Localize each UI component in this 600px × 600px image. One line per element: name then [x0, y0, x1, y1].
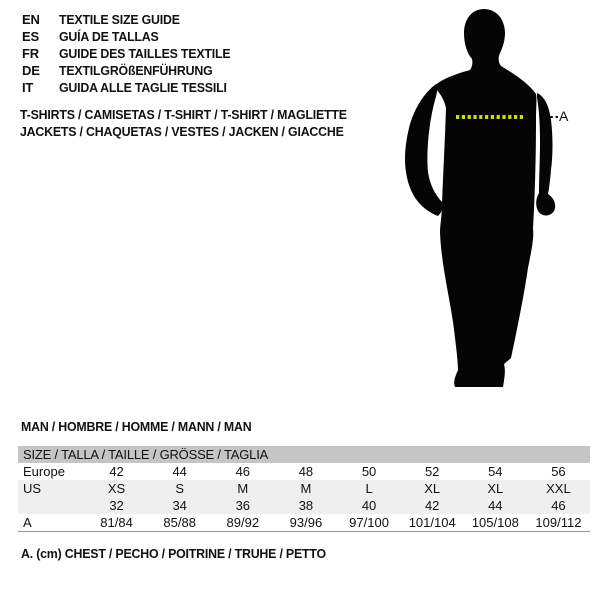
language-code: IT	[22, 80, 34, 95]
language-code: DE	[22, 63, 40, 78]
table-cell: S	[175, 481, 185, 496]
row-label: Europe	[23, 464, 65, 479]
table-cell: 42	[424, 498, 440, 513]
table-cell: 46	[235, 464, 251, 479]
table-cell: 50	[361, 464, 377, 479]
language-list	[22, 11, 239, 96]
table-cell: 42	[109, 464, 124, 479]
table-cell: XL	[424, 481, 441, 496]
table-cell: 101/104	[408, 515, 456, 530]
table-cell: 97/100	[349, 515, 389, 530]
table-cell: 34	[172, 498, 187, 513]
table-cell: 81/84	[100, 515, 133, 530]
table-cell: 44	[172, 464, 187, 479]
table-cell: M	[237, 481, 249, 496]
table-cell: 44	[488, 498, 503, 513]
table-cell: 48	[298, 464, 314, 479]
measure-label-a: A	[559, 108, 569, 124]
table-row-us-numeric	[18, 497, 590, 514]
language-code: FR	[22, 46, 39, 61]
row-label: US	[23, 481, 42, 496]
table-cell: XL	[487, 481, 504, 496]
category-list	[20, 106, 364, 140]
table-row-chest-cm	[18, 514, 590, 531]
language-row	[22, 28, 239, 45]
man-right-arm-silhouette	[536, 93, 555, 216]
row-label: A	[23, 515, 32, 530]
table-cell: XS	[107, 481, 126, 496]
section-title-man: MAN / HOMBRE / HOMME / MANN / MAN	[21, 419, 252, 434]
table-cell: 40	[361, 498, 377, 513]
table-row-europe	[18, 463, 590, 480]
table-cell: 105/108	[471, 515, 519, 530]
table-cell: 109/112	[535, 515, 582, 530]
language-label: GUÍA DE TALLAS	[59, 29, 159, 44]
table-cell: 46	[551, 498, 566, 513]
table-cell: XXL	[546, 481, 571, 496]
table-cell: M	[300, 481, 312, 496]
language-label: GUIDA ALLE TAGLIE TESSILI	[59, 80, 227, 95]
row-label	[18, 497, 85, 514]
table-cell: L	[365, 481, 373, 496]
table-cell: 93/96	[289, 515, 323, 530]
language-code: ES	[22, 29, 39, 44]
man-body-silhouette	[434, 9, 536, 387]
category-jackets: JACKETS / CHAQUETAS / VESTES / JACKEN / GIACCHE	[20, 124, 344, 139]
table-cell: 54	[488, 464, 503, 479]
category-tshirts: T-SHIRTS / CAMISETAS / T-SHIRT / T-SHIRT / MAGLIETTE	[20, 107, 347, 122]
table-cell: 36	[235, 498, 251, 513]
man-left-arm-silhouette	[405, 84, 443, 216]
language-code: EN	[22, 12, 40, 27]
table-cell: 32	[109, 498, 124, 513]
man-silhouette-figure	[395, 0, 600, 400]
size-table-header: SIZE / TALLA / TAILLE / GRÖSSE / TAGLIA	[18, 446, 590, 463]
table-cell: 52	[424, 464, 440, 479]
language-row	[22, 62, 239, 79]
table-row-us-letter	[18, 480, 590, 497]
language-row	[22, 11, 239, 28]
table-cell: 56	[551, 464, 566, 479]
table-cell: 85/88	[163, 515, 196, 530]
table-cell: 89/92	[226, 515, 260, 530]
language-label: TEXTILE SIZE GUIDE	[59, 12, 180, 27]
language-label: TEXTILGRÖßENFÜHRUNG	[59, 63, 213, 78]
language-label: GUIDE DES TAILLES TEXTILE	[59, 46, 231, 61]
size-table	[18, 446, 590, 532]
measurement-footnote: A. (cm) CHEST / PECHO / POITRINE / TRUHE / PETTO	[21, 546, 326, 561]
table-cell: 38	[298, 498, 314, 513]
language-row	[22, 45, 239, 62]
language-row	[22, 79, 239, 96]
